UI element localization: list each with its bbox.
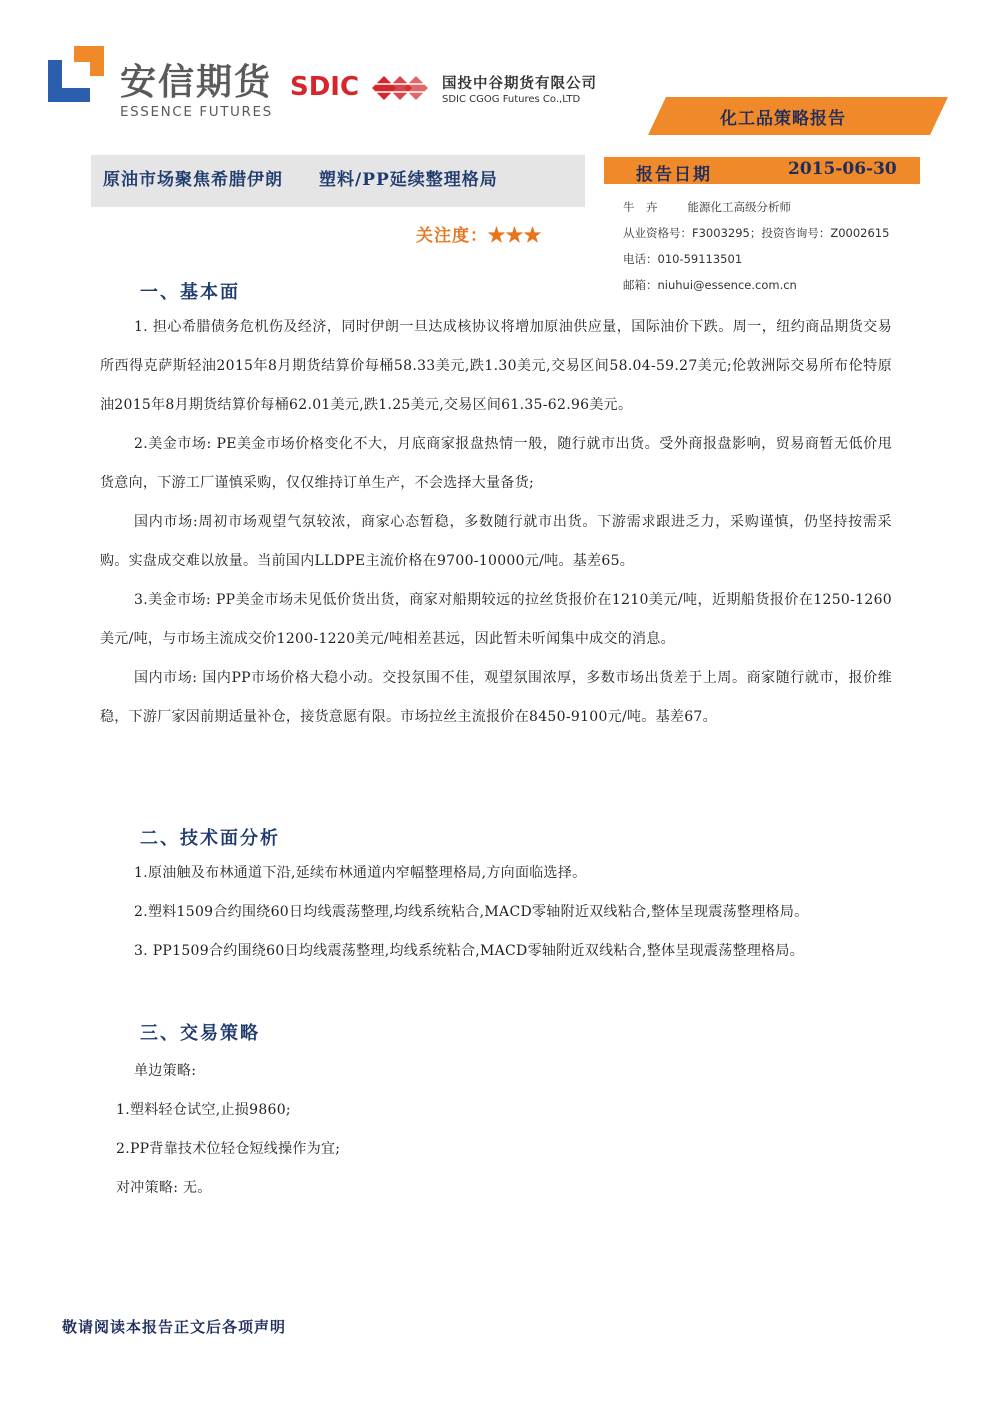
report-date-value: 2015-06-30 — [788, 159, 897, 179]
section-technical-body — [100, 854, 892, 971]
essence-logo-english: ESSENCE FUTURES — [120, 104, 273, 120]
analyst-name: 牛 卉 — [623, 200, 658, 214]
report-date-bar — [604, 157, 920, 184]
sdic-logo — [290, 70, 620, 120]
essence-logo-chinese: 安信期货 — [120, 62, 273, 103]
paragraph: 国内市场: 国内PP市场价格大稳小动。交投氛围不佳，观望氛围浓厚，多数市场出货差于上周。商家随行就市，报价维稳，下游厂家因前期适量补仓，接货意愿有限。市场拉丝主流报价在8450-9100元/吨。基差67。 — [100, 670, 892, 725]
analyst-email: 邮箱：niuhui@essence.com.cn — [623, 278, 797, 292]
section-heading-fundamentals: 一、基本面 — [140, 282, 240, 303]
report-title-box — [91, 155, 585, 207]
report-date-label: 报告日期 — [636, 165, 712, 185]
analyst-license: 从业资格号：F3003295；投资咨询号：Z0002615 — [623, 226, 890, 240]
section-heading-technical: 二、技术面分析 — [140, 828, 280, 849]
paragraph: 3. PP1509合约围绕60日均线震荡整理,均线系统粘合,MACD零轴附近双线粘合,整体呈现震荡整理格局。 — [134, 943, 805, 959]
paragraph: 1.原油触及布林通道下沿,延续布林通道内窄幅整理格局,方向面临选择。 — [134, 865, 587, 881]
strategy-item: 1.塑料轻仓试空,止损9860; — [116, 1102, 291, 1118]
focus-rating: 关注度：★★★ — [416, 226, 542, 246]
sdic-company-chinese: 国投中谷期货有限公司 — [442, 76, 597, 92]
analyst-phone: 电话：010-59113501 — [623, 252, 743, 266]
section-heading-strategy: 三、交易策略 — [140, 1023, 260, 1044]
essence-futures-logo — [48, 46, 278, 122]
footer-disclaimer: 敬请阅读本报告正文后各项声明 — [62, 1318, 287, 1336]
analyst-role: 能源化工高级分析师 — [687, 200, 791, 214]
paragraph: 国内市场:周初市场观望气氛较浓，商家心态暂稳，多数随行就市出货。下游需求跟进乏力，采购谨慎，仍坚持按需采购。实盘成交难以放量。当前国内LLDPE主流价格在9700-10000元/吨。基差65。 — [100, 514, 892, 569]
strategy-item: 2.PP背靠技术位轻仓短线操作为宜; — [116, 1141, 341, 1157]
sdic-diamond-icon — [372, 70, 434, 106]
paragraph: 3.美金市场: PP美金市场未见低价货出货，商家对船期较远的拉丝货报价在1210美元/吨，近期船货报价在1250-1260美元/吨，与市场主流成交价1200-1220美元/吨相差甚远，因此暂未听闻集中成交的消息。 — [100, 592, 892, 647]
sdic-company-english: SDIC CGOG Futures Co.,LTD — [442, 94, 581, 105]
essence-logo-mark-icon — [48, 46, 104, 102]
single-strategy-label: 单边策略: — [134, 1063, 197, 1079]
paragraph: 2.美金市场: PE美金市场价格变化不大，月底商家报盘热情一般，随行就市出货。受外商报盘影响，贸易商暂无低价甩货意向，下游工厂谨慎采购，仅仅维持订单生产，不会选择大量备货; — [100, 436, 892, 491]
analyst-name-line — [623, 199, 791, 215]
sdic-logo-text: SDIC — [290, 72, 360, 102]
report-title: 原油市场聚焦希腊伊朗 塑料/PP延续整理格局 — [103, 170, 498, 190]
report-type-label: 化工品策略报告 — [720, 109, 846, 129]
paragraph: 1. 担心希腊债务危机伤及经济，同时伊朗一旦达成核协议将增加原油供应量，国际油价下跌。周一，纽约商品期货交易所西得克萨斯轻油2015年8月期货结算价每桶58.33美元,跌1.30美元,交易区间58.04-59.27美元;伦敦洲际交易所布伦特原油2015年8月期货结算价每桶62.01美元,跌1.25美元,交易区间61.35-62.96美元。 — [100, 319, 892, 413]
paragraph: 2.塑料1509合约围绕60日均线震荡整理,均线系统粘合,MACD零轴附近双线粘合,整体呈现震荡整理格局。 — [134, 904, 809, 920]
hedge-strategy: 对冲策略: 无。 — [116, 1180, 212, 1196]
section-fundamentals-body — [100, 308, 892, 737]
